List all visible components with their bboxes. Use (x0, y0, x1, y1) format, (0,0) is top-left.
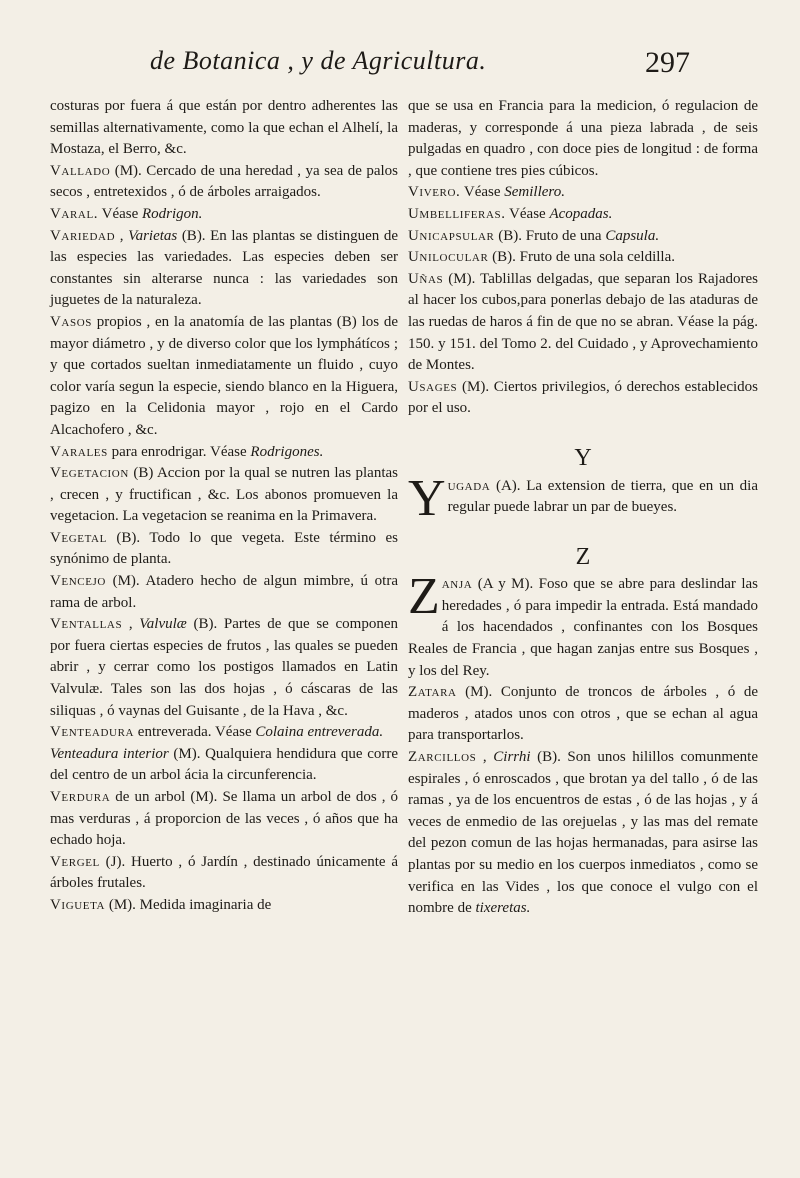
entry-headword: Vergel (50, 853, 100, 870)
entry-headword: Unilocular (408, 249, 489, 266)
dictionary-entry (408, 377, 758, 420)
dictionary-entry (408, 682, 758, 747)
entry-text: (B). En las plantas se distinguen de las especies las variedades. Las especies deben ser constantes sin alterarse nunca : las variedades son juguetes de la naturaleza. (50, 227, 399, 309)
dictionary-entry (50, 571, 398, 614)
entry-headword: Varal. (50, 205, 99, 222)
header-title: de Botanica , y de Agricultura. (150, 46, 487, 75)
dictionary-entry (50, 614, 398, 722)
entry-text: (M). Cercado de una heredad , ya sea de palos secos , entretexidos , ó de árboles arraigados. (50, 162, 398, 201)
entry-text: (A). La extension de tierra, que en un dia regular puede labrar un par de bueyes. (447, 477, 758, 516)
entry-headword: Varales (50, 443, 108, 460)
dictionary-entry (50, 312, 398, 442)
entry-headword: Vallado (50, 162, 111, 179)
dictionary-entry (50, 226, 398, 312)
page-number: 297 (645, 46, 690, 79)
drop-cap: Z (408, 568, 440, 626)
entry-headword: Unicapsular (408, 227, 495, 244)
entry-headword: Vigueta (50, 896, 106, 913)
entry-italic: Colaina entreverada. (255, 724, 384, 741)
entry-italic: Valvulæ (139, 616, 187, 633)
entry-headword: Ventallas (50, 616, 123, 633)
dictionary-entry (50, 744, 398, 787)
entry-headword: Vegetal (50, 529, 107, 546)
entry-text: , (476, 749, 494, 766)
entry-text: (M). Qualquiera hendidura que corre del centro de un arbol ácia la circunferencia. (50, 745, 399, 784)
dictionary-entry (50, 204, 398, 226)
entry-headword: Verdura (50, 789, 111, 805)
entry-headword: Usages (408, 378, 458, 395)
entry-text: (M). Tablillas delgadas, que separan los Rajadores al hacer los cubos,para ponerlas debajo de las ataduras de las ruedas de haros á fin de que no se abran. Véase la pág. 150. y 151. del Tomo 2. del Cuidado , y Aprovechamiento de Montes. (408, 270, 758, 374)
entry-text: (M). Medida imaginaria de (105, 896, 272, 913)
entry-italic: Cirrhi (493, 749, 531, 766)
entry-text: Véase (460, 184, 505, 201)
entry-text: (M). Ciertos privilegios, ó derechos establecidos por el uso. (408, 378, 758, 417)
entry-text: (M). Conjunto de troncos de árboles , ó de maderos , atados unos con otros , que se echan al agua para transportarlos. (408, 684, 758, 744)
dictionary-entry (408, 747, 758, 920)
entry-headword: Zatara (408, 684, 457, 701)
entry-italic: Semillero. (504, 184, 565, 201)
entry-headword: Vegetacion (50, 465, 129, 482)
dictionary-entry (408, 204, 758, 226)
entry-text: (B) Accion por la qual se nutren las plantas , crecen , y fructifican , &c. Los abonos promueven la vegetacion. La vegetacion se reanima en la Primavera. (50, 465, 398, 525)
dictionary-entry (50, 852, 398, 895)
entry-headword: Variedad (50, 227, 116, 244)
dictionary-entry (408, 469, 758, 527)
entry-headword: anja (441, 576, 473, 593)
entry-text: para enrodrigar. Véase (107, 443, 251, 460)
dictionary-entry (408, 182, 758, 204)
entry-text: que se usa en Francia para la medicion, ó regulacion de maderas, y corresponde á una pieza labrada , de seis pulgadas en quadro , con doce pies de longitud : de forma , que contiene tres pies cúbicos. (408, 98, 758, 179)
dictionary-entry (408, 226, 758, 248)
entry-headword: Umbelliferas. (408, 205, 506, 222)
entry-italic: Capsula. (605, 227, 660, 244)
entry-text: Véase (98, 205, 143, 222)
dictionary-entry (50, 96, 398, 161)
dictionary-entry (50, 722, 398, 744)
dictionary-entry (50, 528, 398, 571)
entry-italic: Venteadura interior (50, 745, 169, 762)
entry-headword: Venteadura (50, 724, 135, 741)
dictionary-entry (50, 161, 398, 204)
entry-text: propios , en la anatomía de las plantas (B) los de mayor diámetro , y de diverso color que los lymphátícos ; y que cortados sueltan inmediatamente un fluido , cuyo color varía segun la especie, siendo blanco en la Higuera, pagizo en la Celidonia mayor , rojo en el Cardo Alcachofero , &c. (50, 313, 398, 438)
entry-text: entreverada. Véase (134, 724, 256, 741)
dictionary-entry (408, 247, 758, 269)
entry-text: (A y M). Foso que se abre para deslindar las heredades , ó para impedir la entrada. Está mandado á los hacendados , confinantes con los Bosques Reales de Francia , que hagan zanjas entre sus Bosques , y los del Rey. (408, 576, 758, 679)
dictionary-entry (50, 895, 398, 917)
dictionary-entry (50, 463, 398, 528)
entry-italic: Acopadas. (549, 205, 613, 222)
section-letter-y: Y (574, 444, 592, 471)
right-column (408, 96, 758, 920)
entry-text: costuras por fuera á que están por dentro adherentes las semillas alternativamente, como la que echan el Alhelí, la Mostaza, el Berro, &c. (50, 98, 398, 158)
entry-text: de un arbol (M). Se llama un arbol de dos , ó mas verduras , á proporcion de las veces , ó años que ha echado hoja. (50, 789, 398, 849)
entry-text: , (122, 616, 140, 633)
entry-text: (B). Son unos hilillos comunmente espirales , ó enroscados , que brotan ya del tallo , ó de las ramas , ya de los encuentros de estas , ó de las hojas , y á veces de enmedio de las orejuelas , y las mas del remate del pezon comun de las hojas hermanadas, para asirse las plantas por su medio en los cuerpos inmediatos , como se verifica en las Vides , los que conoce el vulgo con el nombre de (408, 749, 759, 917)
entry-headword: Vivero. (408, 184, 461, 201)
entry-italic: Varietas (128, 227, 178, 244)
entry-text: (B). Fruto de una sola celdilla. (488, 249, 676, 266)
entry-headword: Vencejo (50, 573, 106, 590)
entry-italic: tixeretas. (475, 900, 531, 917)
section-letter-z: Z (575, 543, 591, 570)
entry-text: (B). Todo lo que vegeta. Este término es synónimo de planta. (50, 529, 398, 568)
entry-headword: ugada (447, 477, 491, 494)
dictionary-entry (408, 96, 758, 182)
entry-text: Véase (505, 205, 550, 222)
entry-headword: Zarcillos (408, 749, 477, 766)
entry-text: (B). Fruto de una (494, 227, 606, 244)
left-column (50, 96, 398, 917)
entry-headword: Uñas (408, 270, 444, 287)
entry-text: (B). Partes de que se componen por fuera ciertas especies de frutos , las quales se pueden abrir , y cerrar como los postigos llamados en Latin Valvulæ. Tales son las dos hojas , ó cáscaras de las siliquas , ó vaynas del Guisante , de la Hava , &c. (50, 616, 398, 719)
entry-text: (J). Huerto , ó Jardín , destinado únicamente á árboles frutales. (50, 853, 398, 892)
drop-cap: Y (408, 469, 446, 527)
entry-text: (M). Atadero hecho de algun mimbre, ú otra rama de arbol. (50, 573, 398, 611)
dictionary-entry (408, 568, 758, 682)
entry-italic: Rodrigon. (142, 205, 203, 222)
dictionary-entry (50, 787, 398, 852)
dictionary-entry (408, 269, 758, 377)
entry-headword: Vasos (50, 313, 92, 330)
entry-italic: Rodrigones. (250, 443, 324, 460)
running-header (130, 46, 690, 86)
dictionary-entry (50, 442, 398, 464)
entry-text: , (115, 227, 129, 244)
